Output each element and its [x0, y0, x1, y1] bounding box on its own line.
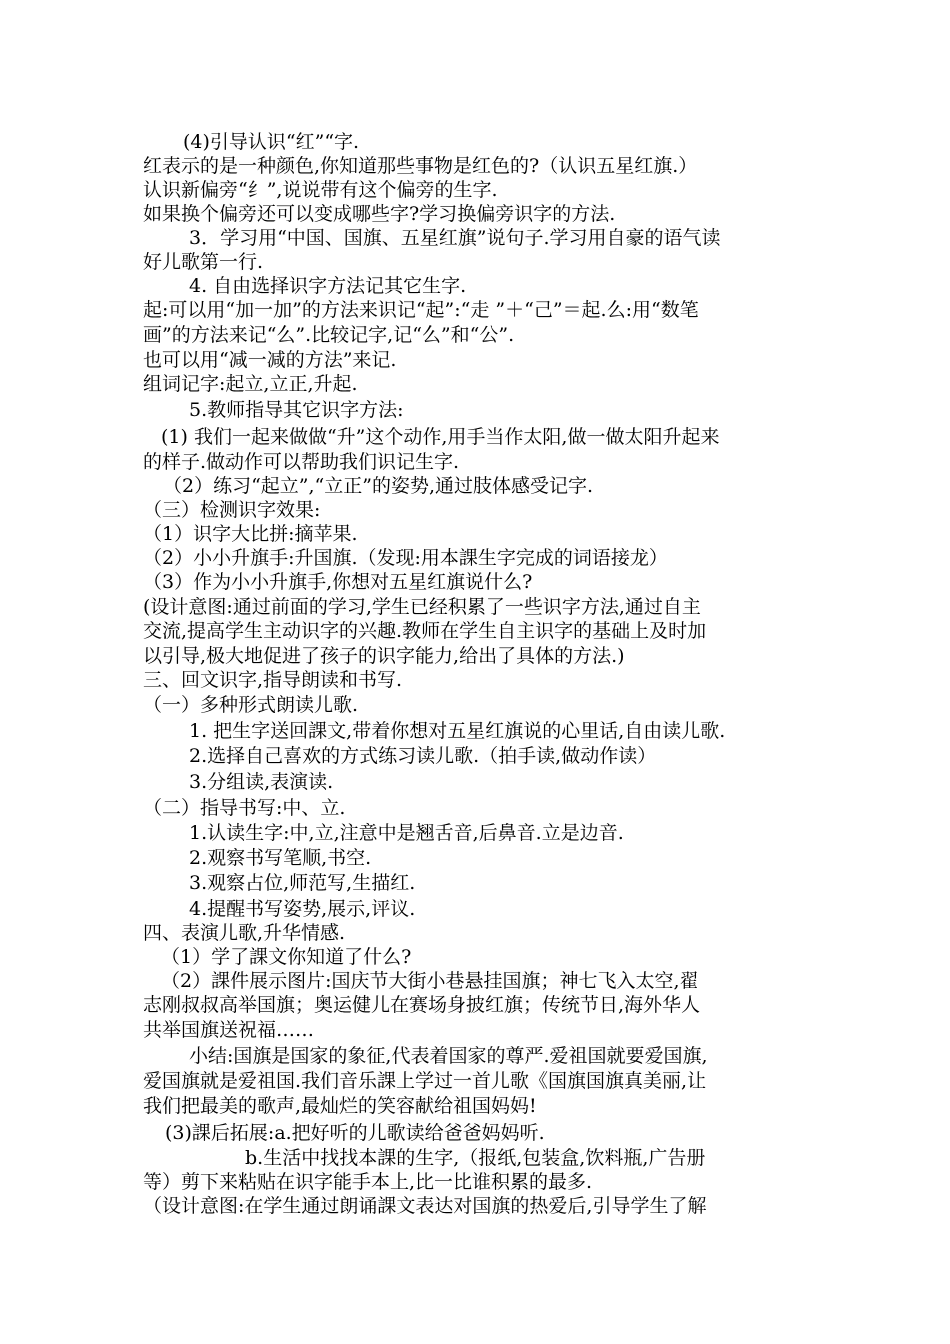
- text-line: 4.提醒书写姿势,展示,评议.: [189, 898, 416, 920]
- text-line: 起:可以用“加一加”的方法来识记“起”:“走 ”＋“己”＝起.么:用“数笔: [143, 299, 699, 321]
- text-line: 交流,提高学生主动识字的兴趣.教师在学生自主识字的基础上及时加: [143, 620, 707, 642]
- text-line: 认识新偏旁“纟”,说说带有这个偏旁的生字.: [143, 179, 498, 201]
- text-line: （一）多种形式朗读儿歌.: [143, 694, 359, 716]
- text-line: 四、表演儿歌,升华情感.: [143, 922, 346, 944]
- text-line: b.生活中找找本課的生字,（报纸,包装盒,饮料瓶,广告册: [245, 1147, 706, 1169]
- text-line: (3)課后拓展:a.把好听的儿歌读给爸爸妈妈听.: [165, 1122, 545, 1144]
- text-line: 如果换个偏旁还可以变成哪些字?学习换偏旁识字的方法.: [143, 203, 616, 225]
- text-line: （3）作为小小升旗手,你想对五星红旗说什么?: [143, 571, 533, 593]
- text-line: 4. 自由选择识字方法记其它生字.: [189, 275, 467, 297]
- text-line: 2.选择自己喜欢的方式练习读儿歌.（拍手读,做动作读）: [189, 745, 657, 767]
- text-line: （二）指导书写:中、立.: [143, 797, 346, 819]
- text-line: 画”的方法来记“么”.比较记字,记“么”和“公”.: [143, 324, 515, 346]
- text-line: 好儿歌第一行.: [143, 251, 264, 273]
- text-line: 也可以用“减一减的方法”来记.: [143, 349, 397, 371]
- text-line: （设计意图:在学生通过朗诵課文表达对国旗的热爱后,引导学生了解: [143, 1195, 707, 1217]
- text-line: 的样子.做动作可以帮助我们识记生字.: [143, 451, 460, 473]
- text-line: （2）課件展示图片:国庆节大街小巷悬挂国旗；神七飞入太空,翟: [161, 970, 699, 992]
- text-line: 共举国旗送祝福……: [143, 1019, 315, 1041]
- text-line: （2）小小升旗手:升国旗.（发现:用本課生字完成的词语接龙）: [143, 547, 668, 569]
- text-line: （2）练习“起立”,“立正”的姿势,通过肢体感受记字.: [163, 475, 594, 497]
- text-line: （1）识字大比拼:摘苹果.: [143, 523, 358, 545]
- text-line: (设计意图:通过前面的学习,学生已经积累了一些识字方法,通过自主: [143, 596, 701, 618]
- text-line: 红表示的是一种颜色,你知道那些事物是红色的?（认识五星红旗.）: [143, 155, 698, 177]
- text-line: 我们把最美的歌声,最灿烂的笑容献给祖国妈妈!: [143, 1095, 537, 1117]
- text-line: 1.认读生字:中,立,注意中是翘舌音,后鼻音.立是边音.: [189, 822, 624, 844]
- text-line: (1) 我们一起来做做“升”这个动作,用手当作太阳,做一做太阳升起来: [161, 426, 720, 448]
- text-line: （三）检测识字效果:: [143, 499, 321, 521]
- text-line: (4)引导认识“红”“字.: [183, 131, 360, 153]
- text-line: 爱国旗就是爱祖国.我们音乐課上学过一首儿歌《国旗国旗真美丽,让: [143, 1070, 707, 1092]
- text-line: 5.教师指导其它识字方法:: [189, 399, 404, 421]
- text-line: 2.观察书写笔顺,书空.: [189, 847, 372, 869]
- text-line: 志刚叔叔高举国旗；奥运健儿在赛场身披红旗；传统节日,海外华人: [143, 994, 701, 1016]
- text-line: 小结:国旗是国家的象征,代表着国家的尊严.爱祖国就要爱国旗,: [189, 1045, 708, 1067]
- text-line: 3．学习用“中国、国旗、五星红旗”说句子.学习用自豪的语气读: [189, 227, 721, 249]
- text-line: 3.观察占位,师范写,生描红.: [189, 872, 416, 894]
- text-line: （1）学了課文你知道了什么?: [161, 946, 412, 968]
- text-line: 等）剪下来粘贴在识字能手本上,比一比谁积累的最多.: [143, 1171, 593, 1193]
- text-line: 1. 把生字送回課文,带着你想对五星红旗说的心里话,自由读儿歌.: [189, 720, 726, 742]
- text-line: 三、回文识字,指导朗读和书写.: [143, 669, 403, 691]
- text-line: 组词记字:起立,立正,升起.: [143, 373, 358, 395]
- text-line: 3.分组读,表演读.: [189, 771, 334, 793]
- text-line: 以引导,极大地促进了孩子的识字能力,给出了具体的方法.): [143, 645, 625, 667]
